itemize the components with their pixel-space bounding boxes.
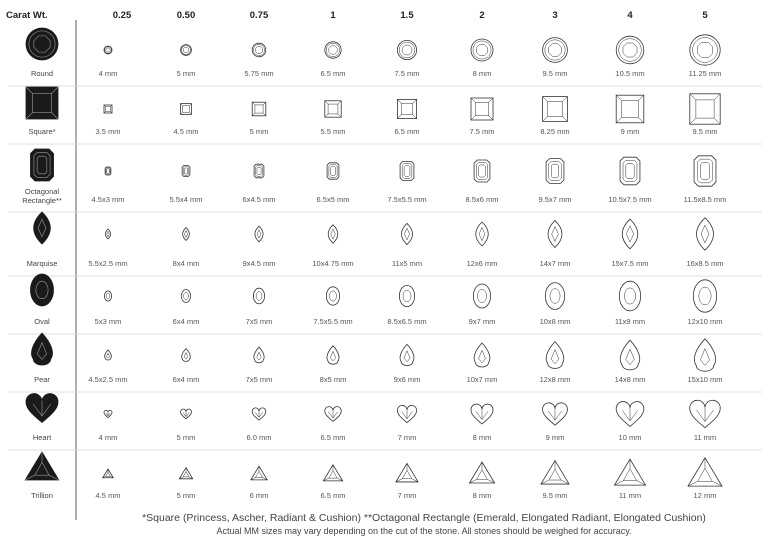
row-round — [26, 28, 721, 78]
carat-header-2: 2 — [479, 10, 485, 21]
row-marquise — [27, 212, 724, 268]
octagonal-rectangle-outline-icon — [620, 157, 640, 185]
heart-outline-icon — [690, 400, 720, 427]
oval-outline-icon — [693, 280, 716, 312]
round-outline-icon — [616, 36, 644, 64]
size-label: 4 mm — [98, 433, 118, 442]
size-label: 4.5x3 mm — [91, 195, 125, 204]
size-label: 12x8 mm — [539, 375, 571, 384]
size-label: 5.5x2.5 mm — [88, 259, 128, 268]
oval-outline-icon — [326, 287, 339, 305]
size-label: 9x6 mm — [393, 375, 421, 384]
oval-outline-icon — [399, 285, 414, 306]
marquise-outline-icon — [622, 219, 637, 249]
size-label: 14x7 mm — [539, 259, 571, 268]
trillion-outline-icon — [469, 462, 494, 483]
pear-outline-icon — [105, 350, 112, 360]
heart-icon — [26, 394, 58, 423]
size-label: 7.5x5.5 mm — [387, 195, 427, 204]
size-label: 10x4.75 mm — [312, 259, 354, 268]
square-icon — [26, 87, 58, 119]
round-outline-icon — [325, 42, 341, 58]
carat-header-0.25: 0.25 — [112, 10, 132, 21]
square-outline-icon — [252, 102, 266, 116]
row-label: Rectangle** — [22, 196, 62, 205]
carat-header-3: 3 — [552, 10, 558, 21]
size-label: 7 mm — [397, 433, 417, 442]
row-oval — [30, 274, 722, 326]
heart-outline-icon — [252, 408, 266, 420]
heart-outline-icon — [104, 410, 112, 417]
marquise-outline-icon — [255, 226, 263, 242]
size-label: 5x3 mm — [94, 317, 122, 326]
oval-outline-icon — [181, 290, 190, 303]
size-label: 12x6 mm — [466, 259, 498, 268]
size-label: 6x4 mm — [172, 375, 200, 384]
size-label: 4.5 mm — [173, 127, 199, 136]
size-label: 15x7.5 mm — [611, 259, 649, 268]
trillion-outline-icon — [541, 461, 569, 484]
octagonal-rectangle-outline-icon — [694, 156, 716, 186]
size-label: 8 mm — [472, 491, 492, 500]
oval-outline-icon — [619, 281, 640, 311]
size-label: 9 mm — [620, 127, 640, 136]
pear-outline-icon — [400, 344, 414, 365]
square-outline-icon — [543, 97, 568, 122]
size-label: 8 mm — [472, 433, 492, 442]
carat-header-1.5: 1.5 — [400, 10, 414, 21]
square-outline-icon — [104, 105, 112, 113]
size-label: 6.5 mm — [394, 127, 420, 136]
heart-outline-icon — [543, 403, 568, 425]
round-icon — [26, 28, 58, 60]
marquise-outline-icon — [697, 218, 714, 250]
octagonal-rectangle-outline-icon — [546, 159, 564, 184]
size-label: 15x10 mm — [687, 375, 723, 384]
row-label: Trillion — [31, 491, 53, 500]
round-outline-icon — [252, 43, 266, 57]
size-label: 10x8 mm — [539, 317, 571, 326]
size-label: 5 mm — [176, 491, 196, 500]
size-label: 9.5 mm — [542, 491, 568, 500]
oval-outline-icon — [104, 291, 111, 301]
row-label: Marquise — [26, 259, 58, 268]
size-label: 16x8.5 mm — [686, 259, 724, 268]
row-pear — [31, 333, 722, 384]
oval-outline-icon — [253, 288, 264, 304]
size-label: 7.5 mm — [469, 127, 495, 136]
size-label: 3.5 mm — [95, 127, 121, 136]
size-label: 14x8 mm — [614, 375, 646, 384]
carat-header-5: 5 — [702, 10, 708, 21]
size-label: 5.5 mm — [320, 127, 346, 136]
size-label: 11x5 mm — [391, 259, 423, 268]
row-square — [26, 87, 720, 136]
size-label: 10.5x7.5 mm — [608, 195, 652, 204]
row-label: Octagonal — [24, 187, 60, 196]
marquise-icon — [34, 212, 51, 244]
pear-outline-icon — [474, 343, 490, 367]
trillion-outline-icon — [688, 458, 722, 486]
trillion-outline-icon — [251, 466, 267, 480]
oval-icon — [30, 274, 53, 306]
oval-outline-icon — [545, 283, 564, 310]
size-label: 9.5 mm — [542, 69, 568, 78]
round-outline-icon — [690, 35, 720, 65]
carat-weight-label: Carat Wt. — [6, 10, 48, 21]
square-outline-icon — [181, 104, 192, 115]
heart-outline-icon — [397, 405, 416, 422]
size-label: 9 mm — [545, 433, 565, 442]
size-label: 8.5x6.5 mm — [387, 317, 427, 326]
size-label: 4.5x2.5 mm — [88, 375, 128, 384]
marquise-outline-icon — [401, 223, 412, 244]
row-trillion — [25, 452, 722, 500]
carat-header-0.50: 0.50 — [176, 10, 196, 21]
size-label: 11 mm — [693, 433, 717, 442]
row-heart — [26, 394, 720, 442]
size-label: 9x7 mm — [468, 317, 496, 326]
row-label: Square* — [28, 127, 56, 136]
size-label: 7x5 mm — [245, 317, 273, 326]
size-label: 8x5 mm — [319, 375, 347, 384]
size-label: 6x4 mm — [172, 317, 200, 326]
footnote-accuracy-note: Actual MM sizes may vary depending on the cut of the stone. All stones should be weighed for accuracy. — [216, 526, 632, 536]
trillion-outline-icon — [396, 463, 418, 482]
size-label: 10x7 mm — [466, 375, 498, 384]
octagonal-rectangle-outline-icon — [400, 161, 414, 180]
octagonal-rectangle-outline-icon — [327, 163, 339, 179]
size-label: 10 mm — [618, 433, 642, 442]
size-label: 6.5x5 mm — [316, 195, 350, 204]
square-outline-icon — [471, 98, 493, 120]
heart-outline-icon — [616, 402, 644, 427]
size-label: 7.5 mm — [394, 69, 420, 78]
size-label: 11.25 mm — [688, 69, 722, 78]
trillion-outline-icon — [614, 459, 645, 485]
size-label: 7 mm — [397, 491, 417, 500]
size-label: 11 mm — [618, 491, 642, 500]
heart-outline-icon — [471, 404, 493, 424]
size-label: 9.5 mm — [692, 127, 718, 136]
trillion-outline-icon — [179, 468, 192, 479]
size-label: 6.5 mm — [320, 69, 346, 78]
marquise-outline-icon — [183, 228, 190, 241]
size-label: 12x10 mm — [687, 317, 723, 326]
size-label: 5 mm — [249, 127, 269, 136]
marquise-outline-icon — [476, 222, 489, 246]
marquise-outline-icon — [548, 221, 562, 248]
pear-outline-icon — [620, 340, 639, 370]
square-outline-icon — [690, 94, 720, 124]
heart-outline-icon — [181, 409, 192, 419]
trillion-icon — [25, 452, 59, 480]
octagonal-rectangle-outline-icon — [105, 167, 111, 175]
row-label: Oval — [34, 317, 50, 326]
square-outline-icon — [616, 95, 644, 123]
heart-outline-icon — [325, 407, 341, 422]
row-label: Heart — [32, 433, 52, 442]
size-label: 11.5x8.5 mm — [683, 195, 727, 204]
size-label: 10.5 mm — [615, 69, 645, 78]
size-label: 8.5x6 mm — [465, 195, 499, 204]
square-outline-icon — [325, 101, 341, 117]
round-outline-icon — [543, 38, 568, 63]
size-label: 5.5x4 mm — [169, 195, 203, 204]
square-outline-icon — [397, 99, 416, 118]
pear-icon — [31, 333, 52, 365]
size-label: 9.5x7 mm — [538, 195, 572, 204]
marquise-outline-icon — [328, 225, 338, 243]
pear-outline-icon — [546, 342, 564, 369]
pear-outline-icon — [182, 349, 190, 362]
size-label: 8x4 mm — [172, 259, 200, 268]
marquise-outline-icon — [105, 229, 110, 239]
size-label: 5 mm — [176, 433, 196, 442]
size-label: 6.0 mm — [246, 433, 272, 442]
row-label: Round — [30, 69, 54, 78]
round-outline-icon — [181, 45, 192, 56]
size-label: 5.75 mm — [244, 69, 274, 78]
footnote-shape-definitions: *Square (Princess, Ascher, Radiant & Cushion) **Octagonal Rectangle (Emerald, Elongated Radiant, Elongated Cushion) — [142, 512, 706, 524]
size-label: 4.5 mm — [95, 491, 121, 500]
size-label: 6x4.5 mm — [242, 195, 276, 204]
round-outline-icon — [104, 46, 112, 54]
size-label: 7.5x5.5 mm — [313, 317, 353, 326]
size-label: 6.5 mm — [320, 491, 346, 500]
row-label: Pear — [34, 375, 50, 384]
round-outline-icon — [471, 39, 493, 61]
carat-header-0.75: 0.75 — [249, 10, 269, 21]
carat-header-4: 4 — [627, 10, 633, 21]
size-label: 11x9 mm — [614, 317, 646, 326]
size-label: 7x5 mm — [245, 375, 273, 384]
pear-outline-icon — [694, 339, 715, 371]
pear-outline-icon — [327, 346, 339, 364]
round-outline-icon — [397, 40, 416, 59]
size-label: 8.25 mm — [540, 127, 570, 136]
size-label: 6.5 mm — [320, 433, 346, 442]
trillion-outline-icon — [323, 465, 342, 481]
carat-header-1: 1 — [330, 10, 336, 21]
size-label: 8 mm — [472, 69, 492, 78]
size-label: 4 mm — [98, 69, 118, 78]
size-label: 5 mm — [176, 69, 196, 78]
octagonal-rectangle-icon — [30, 149, 53, 181]
size-label: 6 mm — [249, 491, 269, 500]
octagonal-rectangle-outline-icon — [474, 160, 490, 182]
row-octagonal-rectangle — [22, 149, 726, 205]
pear-outline-icon — [254, 347, 264, 363]
size-label: 9x4.5 mm — [242, 259, 276, 268]
trillion-outline-icon — [103, 469, 114, 478]
oval-outline-icon — [473, 284, 490, 308]
octagonal-rectangle-outline-icon — [182, 166, 190, 177]
octagonal-rectangle-outline-icon — [254, 164, 264, 178]
size-label: 12 mm — [693, 491, 717, 500]
